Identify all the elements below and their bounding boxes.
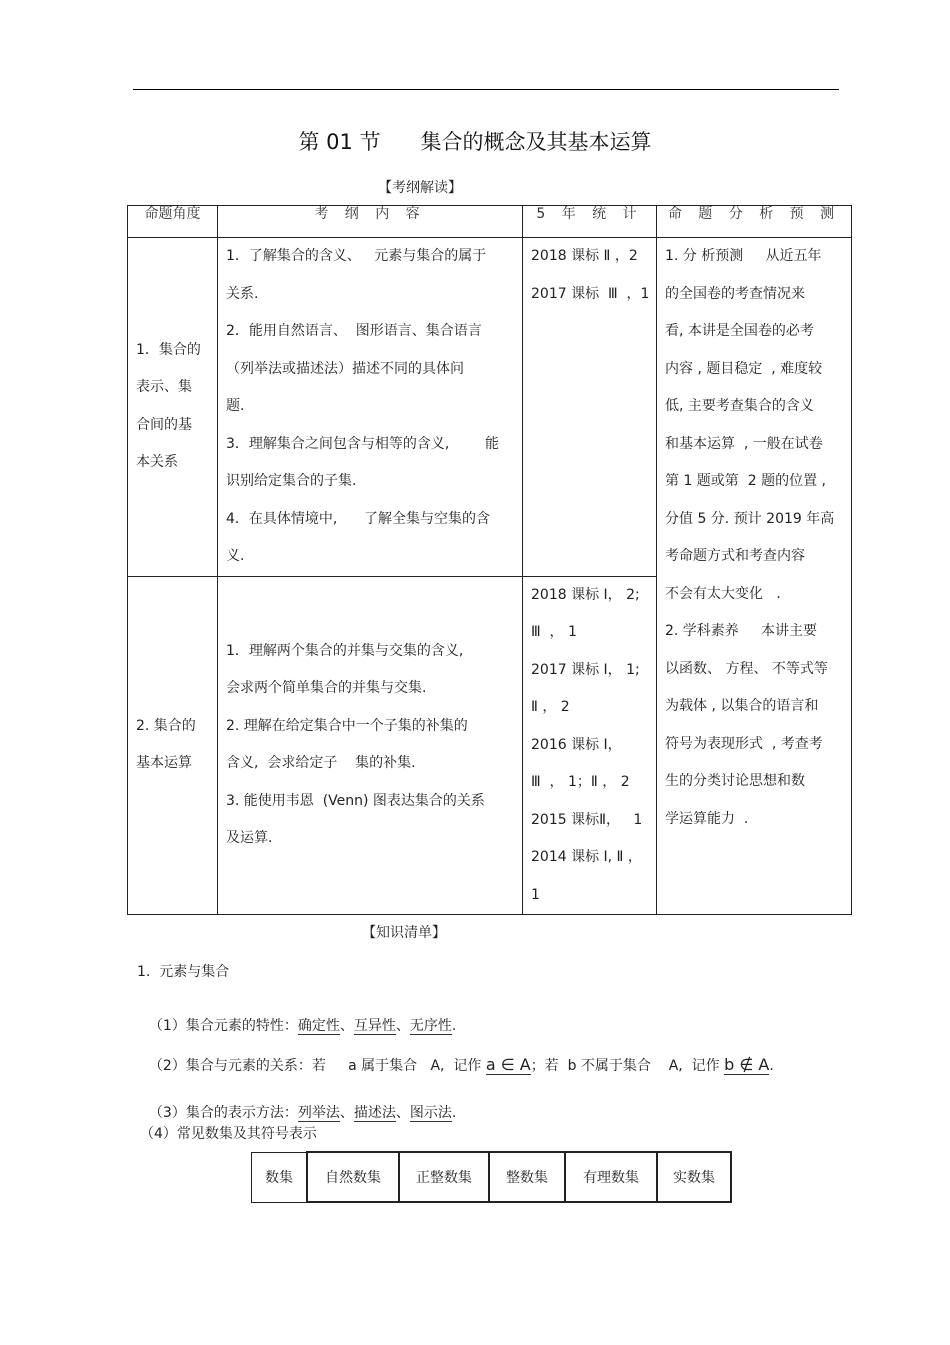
number-set-cell: 实数集 bbox=[657, 1152, 731, 1202]
section-label-outline: 【考纲解读】 bbox=[378, 180, 462, 196]
term: 列举法 bbox=[297, 1105, 340, 1121]
term: 图示法 bbox=[409, 1105, 452, 1121]
header-rule bbox=[133, 89, 839, 90]
stats-cell: 2018 课标 Ⅰ， 2; Ⅲ ， 1 2017 课标 Ⅰ， 1; Ⅱ ， 2 2016 课标 Ⅰ， Ⅲ ， 1；Ⅱ ， 2 2015 课标Ⅱ， 1 2014 课标 Ⅰ, Ⅱ ， 1 bbox=[523, 576, 657, 915]
table-row bbox=[128, 238, 852, 577]
membership-symbol: a ∈ A bbox=[485, 1055, 531, 1074]
knowledge-item-3: （3）集合的表示方法：列举法、描述法、图示法. bbox=[148, 1105, 457, 1121]
header-angle: 命题角度 bbox=[128, 206, 218, 238]
outline-table bbox=[127, 205, 852, 915]
term: 确定性 bbox=[297, 1018, 340, 1034]
number-set-cell: 正整数集 bbox=[399, 1152, 489, 1202]
angle-cell: 2. 集合的 基本运算 bbox=[128, 576, 218, 915]
section-label-knowledge: 【知识清单】 bbox=[362, 925, 446, 941]
number-set-cell: 数集 bbox=[252, 1152, 308, 1202]
page-title: 第 01 节 集合的概念及其基本运算 bbox=[298, 130, 652, 154]
header-stats: 5 年 统 计 bbox=[523, 206, 657, 238]
non-membership-symbol: b ∉ A bbox=[724, 1055, 770, 1074]
term: 互异性 bbox=[353, 1018, 396, 1034]
knowledge-item-1: （1）集合元素的特性：确定性、互异性、无序性. bbox=[148, 1018, 457, 1034]
number-set-cell: 有理数集 bbox=[565, 1152, 657, 1202]
header-analysis: 命 题 分 析 预 测 bbox=[657, 206, 852, 238]
knowledge-item-4: （4）常见数集及其符号表示 bbox=[140, 1126, 317, 1142]
content-cell: 1．了解集合的含义、 元素与集合的属于 关系. 2．能用自然语言、 图形语言、集合语言 （列举法或描述法）描述不同的具体问 题. 3．理解集合之间包含与相等的含义, 能 识别给定集合的子集. 4．在具体情境中, 了解全集与空集的含 义. bbox=[218, 238, 523, 577]
number-set-cell: 自然数集 bbox=[307, 1152, 399, 1202]
term: 无序性 bbox=[409, 1018, 452, 1034]
content-cell: 1．理解两个集合的并集与交集的含义, 会求两个简单集合的并集与交集. 2. 理解在给定集合中一个子集的补集的 含义, 会求给定子 集的补集. 3. 能使用韦恩 (Venn) 图表达集合的关系 及运算. bbox=[218, 576, 523, 915]
knowledge-heading: 1. 元素与集合 bbox=[137, 964, 230, 980]
number-set-cell: 整数集 bbox=[489, 1152, 565, 1202]
term: 描述法 bbox=[353, 1105, 396, 1121]
knowledge-item-2: （2）集合与元素的关系：若 a 属于集合 A, 记作 a ∈ A；若 b 不属于集合 A, 记作 b ∉ A. bbox=[148, 1055, 774, 1074]
table-row bbox=[252, 1152, 732, 1202]
header-content: 考 纲 内 容 bbox=[218, 206, 523, 238]
analysis-cell: 1. 分 析预测 从近五年 的全国卷的考查情况来 看, 本讲是全国卷的必考 内容 , 题目稳定 , 难度较 低, 主要考查集合的含义 和基本运算 , 一般在试卷 第 1 题或第 2 题的位置 , 分值 5 分. 预计 2019 年高 考命题方式和考查内容 不会有太大变化 . 2. 学科素养 本讲主要 以函数、 方程、 不等式等 为载体 , 以集合的语言和 符号为表现形式 , 考查考 生的分类讨论思想和数 学运算能力 . bbox=[657, 238, 852, 915]
number-sets-table bbox=[251, 1151, 732, 1203]
stats-cell: 2018 课标 Ⅱ ，2 2017 课标 Ⅲ ，1 bbox=[523, 238, 657, 577]
angle-cell: 1．集合的 表示、集 合间的基 本关系 bbox=[128, 238, 218, 577]
outline-header-row bbox=[128, 206, 852, 238]
